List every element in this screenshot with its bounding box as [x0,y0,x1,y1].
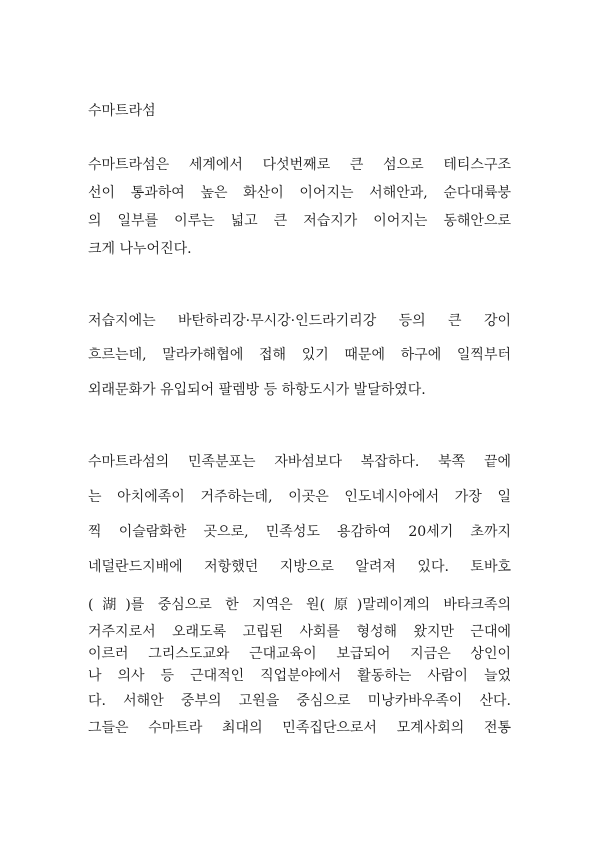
paragraph-2-line-2: 흐르는데, 말라카해협에 접해 있기 때문에 하구에 일찍부터 [88,347,511,363]
paragraph-1-line-2: 선이 통과하여 높은 화산이 이어지는 서해안과, 순다대륙붕 [88,185,511,201]
paragraph-3-line-3: 찍 이슬람화한 곳으로, 민족성도 용감하여 20세기 초까지 [88,524,511,540]
paragraph-2-line-1: 저습지에는 바탄하리강·무시강·인드라기리강 등의 큰 강이 [88,313,511,329]
paragraph-1-line-1: 수마트라섬은 세계에서 다섯번째로 큰 섬으로 테티스구조 [88,157,511,173]
paragraph-2-line-3: 외래문화가 유입되어 팔렘방 등 하항도시가 발달하였다. [88,382,426,398]
paragraph-3-line-5: (湖)를 중심으로 한 지역은 원(原)말레이계의 바타크족의 [88,597,511,613]
paragraph-1-line-3: 의 일부를 이루는 넓고 큰 저습지가 이어지는 동해안으로 [88,213,511,229]
paragraph-3-line-10: 그들은 수마트라 최대의 민족집단으로서 모계사회의 전통 [88,720,511,736]
paragraph-3-line-7: 이르러 그리스도교와 근대교육이 보급되어 지금은 상인이 [88,646,511,662]
paragraph-3-line-6: 거주지로서 오래도록 고립된 사회를 형성해 왔지만 근대에 [88,624,511,640]
paragraph-1-line-4: 크게 나누어진다. [88,241,192,257]
paragraph-3-line-9: 다. 서해안 중부의 고원을 중심으로 미낭카바우족이 산다. [88,693,511,709]
document-title: 수마트라섬 [88,103,156,119]
paragraph-3-line-4: 네덜란드지배에 저항했던 지방으로 알려져 있다. 토바호 [88,559,511,575]
paragraph-3-line-1: 수마트라섬의 민족분포는 자바섬보다 복잡하다. 북쪽 끝에 [88,454,511,470]
paragraph-3-line-2: 는 아치에족이 거주하는데, 이곳은 인도네시아에서 가장 일 [88,489,511,505]
paragraph-3-line-8: 나 의사 등 근대적인 직업분야에서 활동하는 사람이 늘었 [88,668,511,684]
